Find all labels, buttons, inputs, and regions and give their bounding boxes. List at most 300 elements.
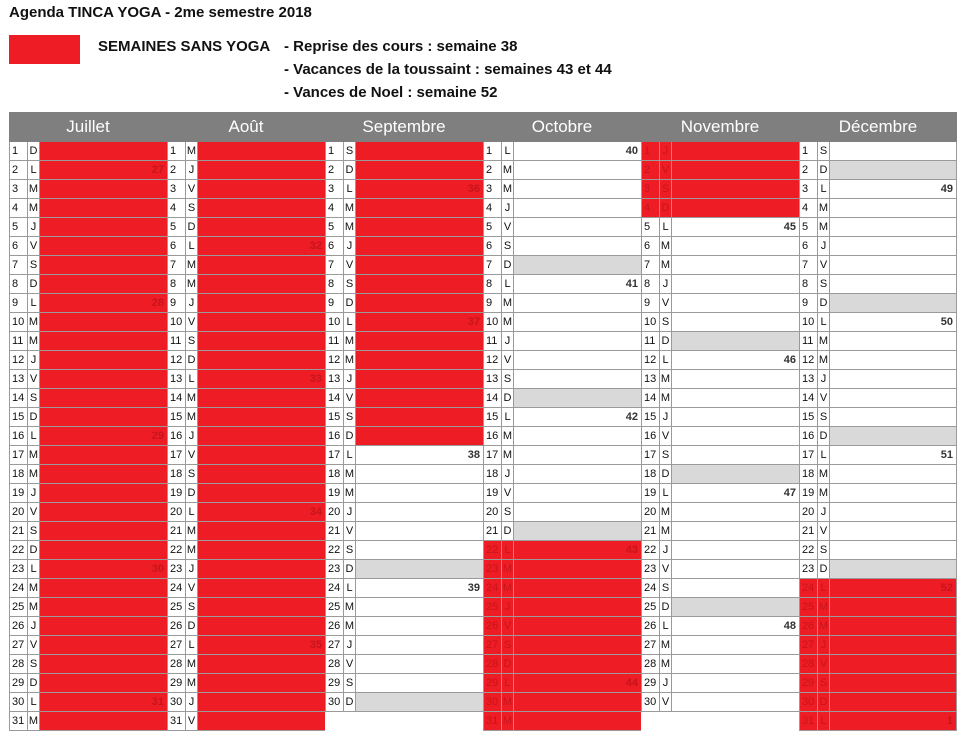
day-letter: D [817, 427, 830, 445]
day-number: 23 [325, 560, 343, 578]
week-number [830, 218, 956, 236]
month-column [167, 142, 325, 731]
week-number: 37 [356, 313, 483, 331]
day-letter: V [817, 389, 830, 407]
day-letter: M [817, 484, 830, 502]
day-row [167, 275, 325, 294]
day-number: 23 [9, 560, 27, 578]
day-number: 22 [167, 541, 185, 559]
week-number [514, 256, 641, 274]
day-row [799, 351, 957, 370]
day-letter: M [501, 712, 514, 730]
day-letter: S [27, 522, 40, 540]
week-number [514, 579, 641, 597]
day-row [483, 617, 641, 636]
day-number: 4 [9, 199, 27, 217]
week-number [356, 389, 483, 407]
week-number [514, 598, 641, 616]
day-row [167, 522, 325, 541]
day-letter: M [817, 199, 830, 217]
day-number: 5 [483, 218, 501, 236]
week-number [356, 199, 483, 217]
day-letter: L [659, 218, 672, 236]
day-number: 9 [325, 294, 343, 312]
week-number [40, 199, 167, 217]
day-number: 26 [799, 617, 817, 635]
day-letter: M [27, 579, 40, 597]
week-number [830, 408, 956, 426]
day-letter: J [343, 503, 356, 521]
day-letter: M [659, 522, 672, 540]
day-letter: V [501, 218, 514, 236]
day-row [641, 161, 799, 180]
day-row [167, 541, 325, 560]
day-letter: L [343, 579, 356, 597]
week-number [514, 617, 641, 635]
day-row [325, 484, 483, 503]
day-letter: M [817, 351, 830, 369]
day-row [799, 332, 957, 351]
day-letter: L [343, 446, 356, 464]
day-row [641, 636, 799, 655]
day-row [641, 256, 799, 275]
day-number: 5 [325, 218, 343, 236]
week-number [672, 693, 799, 711]
day-letter: M [817, 598, 830, 616]
day-letter: J [817, 636, 830, 654]
day-row [325, 541, 483, 560]
day-number: 2 [325, 161, 343, 179]
day-number: 3 [325, 180, 343, 198]
day-row [167, 579, 325, 598]
day-row [167, 503, 325, 522]
day-letter: D [343, 427, 356, 445]
week-number [830, 142, 956, 160]
week-number [672, 389, 799, 407]
day-letter: J [659, 674, 672, 692]
day-row [325, 465, 483, 484]
day-letter: J [659, 142, 672, 160]
week-number [830, 161, 956, 179]
day-letter: L [27, 693, 40, 711]
day-number: 26 [641, 617, 659, 635]
month-header: Décembre [838, 117, 918, 136]
day-letter: V [27, 503, 40, 521]
day-letter: J [501, 199, 514, 217]
day-number: 25 [167, 598, 185, 616]
day-letter: L [659, 351, 672, 369]
day-number: 4 [325, 199, 343, 217]
day-letter: S [343, 674, 356, 692]
day-row [325, 674, 483, 693]
day-letter: V [185, 446, 198, 464]
day-letter: D [27, 541, 40, 559]
day-row [641, 389, 799, 408]
week-number [672, 598, 799, 616]
day-letter: V [659, 693, 672, 711]
week-number [356, 522, 483, 540]
month-column [641, 142, 799, 731]
week-number [198, 655, 325, 673]
day-number: 22 [483, 541, 501, 559]
day-number: 30 [641, 693, 659, 711]
day-letter: V [343, 522, 356, 540]
day-letter: D [27, 275, 40, 293]
day-row [799, 522, 957, 541]
day-number: 8 [799, 275, 817, 293]
day-number: 9 [167, 294, 185, 312]
day-number: 7 [9, 256, 27, 274]
calendar-header [9, 112, 957, 142]
week-number [830, 237, 956, 255]
day-row [325, 313, 483, 332]
week-number: 44 [514, 674, 641, 692]
day-letter: M [501, 579, 514, 597]
week-number [198, 484, 325, 502]
day-row [799, 218, 957, 237]
day-row [483, 294, 641, 313]
day-letter: S [817, 142, 830, 160]
day-number: 17 [325, 446, 343, 464]
day-row [9, 313, 167, 332]
day-number: 15 [325, 408, 343, 426]
day-number: 1 [483, 142, 501, 160]
week-number [198, 218, 325, 236]
day-letter: J [185, 427, 198, 445]
day-row [325, 389, 483, 408]
week-number [40, 674, 167, 692]
day-number: 4 [167, 199, 185, 217]
day-letter: J [27, 351, 40, 369]
day-letter: M [659, 636, 672, 654]
day-number: 20 [325, 503, 343, 521]
day-letter: V [817, 256, 830, 274]
month-header: Août [228, 117, 264, 136]
day-number: 2 [641, 161, 659, 179]
day-row [799, 294, 957, 313]
day-row [9, 351, 167, 370]
week-number [672, 465, 799, 483]
week-number [198, 465, 325, 483]
day-number: 27 [167, 636, 185, 654]
week-number: 51 [940, 449, 953, 461]
day-letter: S [185, 199, 198, 217]
week-number [40, 579, 167, 597]
week-number [40, 408, 167, 426]
day-row [9, 693, 167, 712]
day-number: 29 [9, 674, 27, 692]
week-number [40, 522, 167, 540]
day-letter: M [27, 465, 40, 483]
week-number [356, 465, 483, 483]
day-number: 25 [325, 598, 343, 616]
week-number [40, 180, 167, 198]
week-number: 50 [940, 316, 953, 328]
day-letter: V [659, 560, 672, 578]
day-letter: M [659, 237, 672, 255]
day-row [9, 256, 167, 275]
day-row [641, 579, 799, 598]
day-number: 10 [9, 313, 27, 331]
month-header: Octobre [531, 117, 593, 136]
day-row [641, 446, 799, 465]
day-letter: V [185, 313, 198, 331]
day-letter: V [185, 712, 198, 730]
day-number: 1 [167, 142, 185, 160]
day-row [483, 541, 641, 560]
week-number [514, 218, 641, 236]
day-letter: S [185, 332, 198, 350]
week-number [514, 655, 641, 673]
day-letter: M [501, 560, 514, 578]
week-number [830, 655, 956, 673]
week-number [40, 370, 167, 388]
day-row [167, 237, 325, 256]
week-number [830, 389, 956, 407]
day-row [9, 522, 167, 541]
day-row [641, 503, 799, 522]
week-number: 47 [783, 487, 796, 499]
day-letter: L [501, 541, 514, 559]
day-number: 1 [641, 142, 659, 160]
day-letter: S [501, 503, 514, 521]
day-letter: S [27, 256, 40, 274]
week-number: 43 [514, 541, 641, 559]
day-row [483, 598, 641, 617]
day-letter: M [343, 465, 356, 483]
day-number: 20 [483, 503, 501, 521]
day-number: 7 [325, 256, 343, 274]
week-number [672, 522, 799, 540]
day-letter: L [185, 503, 198, 521]
day-row [641, 465, 799, 484]
week-number [356, 332, 483, 350]
day-row [641, 674, 799, 693]
day-row [167, 598, 325, 617]
week-number [830, 199, 956, 217]
day-letter: V [27, 636, 40, 654]
day-number: 6 [483, 237, 501, 255]
day-number: 19 [325, 484, 343, 502]
week-number [356, 256, 483, 274]
day-number: 18 [167, 465, 185, 483]
week-number [198, 541, 325, 559]
day-number: 6 [641, 237, 659, 255]
day-row [799, 237, 957, 256]
week-number [672, 294, 799, 312]
week-number [514, 522, 641, 540]
day-letter: J [27, 484, 40, 502]
day-row [325, 199, 483, 218]
day-number: 1 [9, 142, 27, 160]
day-letter: V [817, 655, 830, 673]
week-number [514, 693, 641, 711]
day-row [641, 142, 799, 161]
day-row [9, 579, 167, 598]
week-number [40, 712, 167, 730]
day-number: 9 [483, 294, 501, 312]
day-letter: S [185, 465, 198, 483]
day-letter: S [817, 275, 830, 293]
day-number: 26 [9, 617, 27, 635]
week-number: 35 [198, 636, 325, 654]
day-row [483, 256, 641, 275]
day-row [9, 142, 167, 161]
day-row [641, 370, 799, 389]
week-number [356, 617, 483, 635]
day-number: 14 [167, 389, 185, 407]
day-number: 30 [325, 693, 343, 711]
day-letter: S [659, 579, 672, 597]
day-row [325, 560, 483, 579]
day-number: 28 [641, 655, 659, 673]
day-letter: D [817, 693, 830, 711]
week-number [198, 446, 325, 464]
day-letter: L [817, 313, 830, 331]
day-number: 24 [325, 579, 343, 597]
day-row [799, 579, 957, 598]
day-number: 26 [325, 617, 343, 635]
day-number: 15 [799, 408, 817, 426]
week-number [672, 579, 799, 597]
day-letter: M [343, 598, 356, 616]
day-number: 25 [641, 598, 659, 616]
day-row [167, 313, 325, 332]
day-number: 23 [799, 560, 817, 578]
day-number: 3 [641, 180, 659, 198]
day-letter: V [659, 427, 672, 445]
week-number: 40 [625, 145, 638, 157]
day-row [799, 617, 957, 636]
day-number: 13 [483, 370, 501, 388]
day-number: 22 [9, 541, 27, 559]
day-number: 22 [799, 541, 817, 559]
day-letter: D [185, 218, 198, 236]
day-letter: L [27, 161, 40, 179]
day-row [9, 560, 167, 579]
day-number: 17 [641, 446, 659, 464]
week-number [514, 351, 641, 369]
day-letter: M [27, 180, 40, 198]
day-letter: M [27, 446, 40, 464]
day-letter: L [659, 617, 672, 635]
day-number: 11 [483, 332, 501, 350]
week-number [514, 313, 641, 331]
week-number [356, 674, 483, 692]
week-number [514, 370, 641, 388]
day-row [483, 180, 641, 199]
day-row [483, 446, 641, 465]
day-number: 30 [9, 693, 27, 711]
week-number [40, 142, 167, 160]
week-number [198, 294, 325, 312]
day-letter: L [817, 712, 830, 730]
day-letter: J [185, 161, 198, 179]
day-number: 23 [483, 560, 501, 578]
day-letter: S [659, 313, 672, 331]
note-toussaint: - Vacances de la toussaint : semaines 43 et 44 [284, 61, 612, 78]
day-row [799, 484, 957, 503]
day-row [167, 484, 325, 503]
day-letter: D [27, 142, 40, 160]
day-number: 3 [799, 180, 817, 198]
month-header: Juillet [66, 117, 110, 136]
day-row [9, 598, 167, 617]
week-number [672, 142, 799, 160]
week-number [356, 237, 483, 255]
day-row [483, 218, 641, 237]
day-row [325, 275, 483, 294]
day-number: 23 [167, 560, 185, 578]
day-number: 16 [483, 427, 501, 445]
week-number [198, 408, 325, 426]
day-row [9, 218, 167, 237]
day-number: 21 [799, 522, 817, 540]
day-number: 26 [167, 617, 185, 635]
day-number: 8 [9, 275, 27, 293]
day-row [325, 408, 483, 427]
week-number [672, 503, 799, 521]
day-row [641, 313, 799, 332]
week-number [672, 446, 799, 464]
week-number [356, 294, 483, 312]
calendar-grid [9, 142, 957, 731]
month-column [799, 142, 957, 731]
day-row [325, 636, 483, 655]
day-row [483, 579, 641, 598]
day-number: 29 [325, 674, 343, 692]
day-number: 1 [799, 142, 817, 160]
day-number: 10 [641, 313, 659, 331]
week-number [356, 408, 483, 426]
day-number: 19 [483, 484, 501, 502]
day-number: 18 [641, 465, 659, 483]
week-number [672, 674, 799, 692]
day-letter: S [343, 541, 356, 559]
day-row [9, 503, 167, 522]
day-row [799, 465, 957, 484]
week-number [830, 598, 956, 616]
week-number [40, 465, 167, 483]
day-letter: D [185, 484, 198, 502]
day-letter: D [185, 617, 198, 635]
day-number: 8 [325, 275, 343, 293]
week-number: 34 [198, 503, 325, 521]
day-row [9, 465, 167, 484]
day-row [9, 408, 167, 427]
week-number [356, 693, 483, 711]
week-number [198, 351, 325, 369]
week-number: 1 [830, 712, 956, 730]
day-row [483, 503, 641, 522]
day-number: 2 [799, 161, 817, 179]
day-letter: L [501, 674, 514, 692]
week-number [40, 389, 167, 407]
day-row [483, 408, 641, 427]
week-number [40, 617, 167, 635]
day-row [325, 522, 483, 541]
day-number: 5 [641, 218, 659, 236]
week-number [40, 275, 167, 293]
day-row [799, 503, 957, 522]
day-letter: L [817, 180, 830, 198]
week-number [672, 655, 799, 673]
day-number: 19 [799, 484, 817, 502]
week-number [672, 180, 799, 198]
day-number: 24 [641, 579, 659, 597]
day-number: 28 [483, 655, 501, 673]
day-number: 19 [641, 484, 659, 502]
